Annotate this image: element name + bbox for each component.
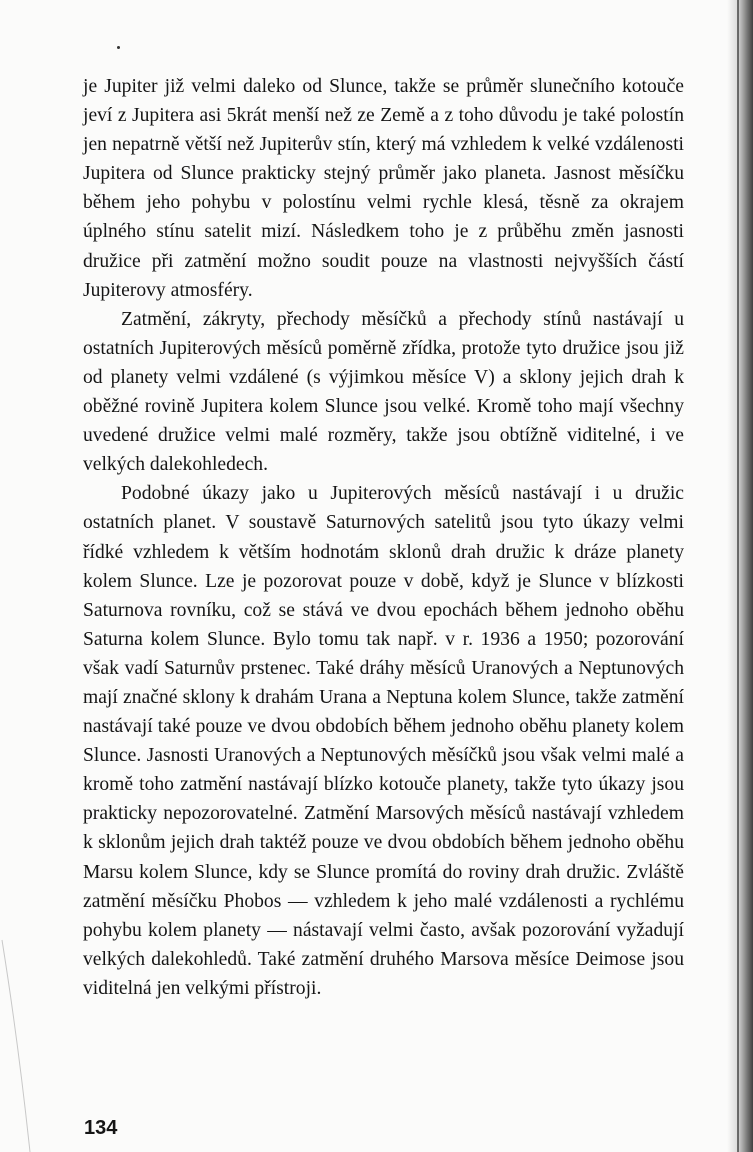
speck-mark bbox=[117, 46, 120, 49]
paragraph-2: Zatmění, zákryty, přechody měsíčků a přechody stínů nastávají u ostatních Jupiterových měsíců poměrně zřídka, protože tyto družice jsou již od planety velmi vzdálené (s výjimkou měsíce V) a sklony jejich drah k oběžné rovině Jupitera kolem Slunce jsou velké. Kromě toho mají všechny uvedené družice velmi malé rozměry, takže jsou obtížně viditelné, i ve velkých dalekohledech. bbox=[83, 308, 684, 476]
page-edge-line bbox=[737, 0, 739, 1152]
paragraph-3: Podobné úkazy jako u Jupiterových měsíců nastávají i u družic ostatních planet. V soustavě Saturnových satelitů jsou tyto úkazy velmi řídké vzhledem k větším hodnotám sklonů drah družic k dráze planety kolem Slunce. Lze je pozorovat pouze v době, když je Slunce v blízkosti Saturnova rovníku, což se stává ve dvou epochách během jednoho oběhu Saturna kolem Slunce. Bylo tomu tak např. v r. 1936 a 1950; pozorování však vadí Saturnův prstenec. Také dráhy měsíců Uranových a Neptunových mají značné sklony k drahám Urana a Neptuna kolem Slunce, takže zatmění nastávají také pouze ve dvou obdobích během jednoho oběhu planety kolem Slunce. Jasnosti Uranových a Neptunových měsíčků jsou však velmi malé a kromě toho zatmění nastávají blízko kotouče planety, takže tyto úkazy jsou prakticky nepozorovatelné. Zatmění Marsových měsíců nastávají vzhledem k sklonům jejich drah taktéž pouze ve dvou obdobích během jednoho oběhu Marsu kolem Slunce, kdy se Slunce promítá do roviny drah družic. Zvláště zatmění měsíčku Phobos — vzhledem k jeho malé vzdálenosti a rychlému pohybu kolem planety — nástavají velmi často, avšak pozorování vyžadují velkých dalekohledů. Také zatmění druhého Marsova měsíce Deimose jsou viditelná jen velkými přístroji. bbox=[83, 483, 684, 999]
page-number: 134 bbox=[84, 1117, 118, 1139]
binding-shadow bbox=[727, 0, 753, 1152]
body-text bbox=[83, 72, 684, 1003]
page-curve-decoration bbox=[0, 0, 40, 1152]
paragraph-1: je Jupiter již velmi daleko od Slunce, takže se průměr slunečního kotouče jeví z Jupitera asi 5krát menší než ze Země a z toho důvodu je také polostín jen nepatrně větší než Jupiterův stín, který má vzhledem k velké vzdálenosti Jupitera od Slunce prakticky stejný průměr jako planeta. Jasnost měsíčku během jeho pohybu v polostínu velmi rychle klesá, těsně za okrajem úplného stínu satelit mizí. Následkem toho je z průběhu změn jasnosti družice při zatmění možno soudit pouze na vlastnosti nejvyšších částí Jupiterovy atmosféry. bbox=[83, 76, 684, 301]
